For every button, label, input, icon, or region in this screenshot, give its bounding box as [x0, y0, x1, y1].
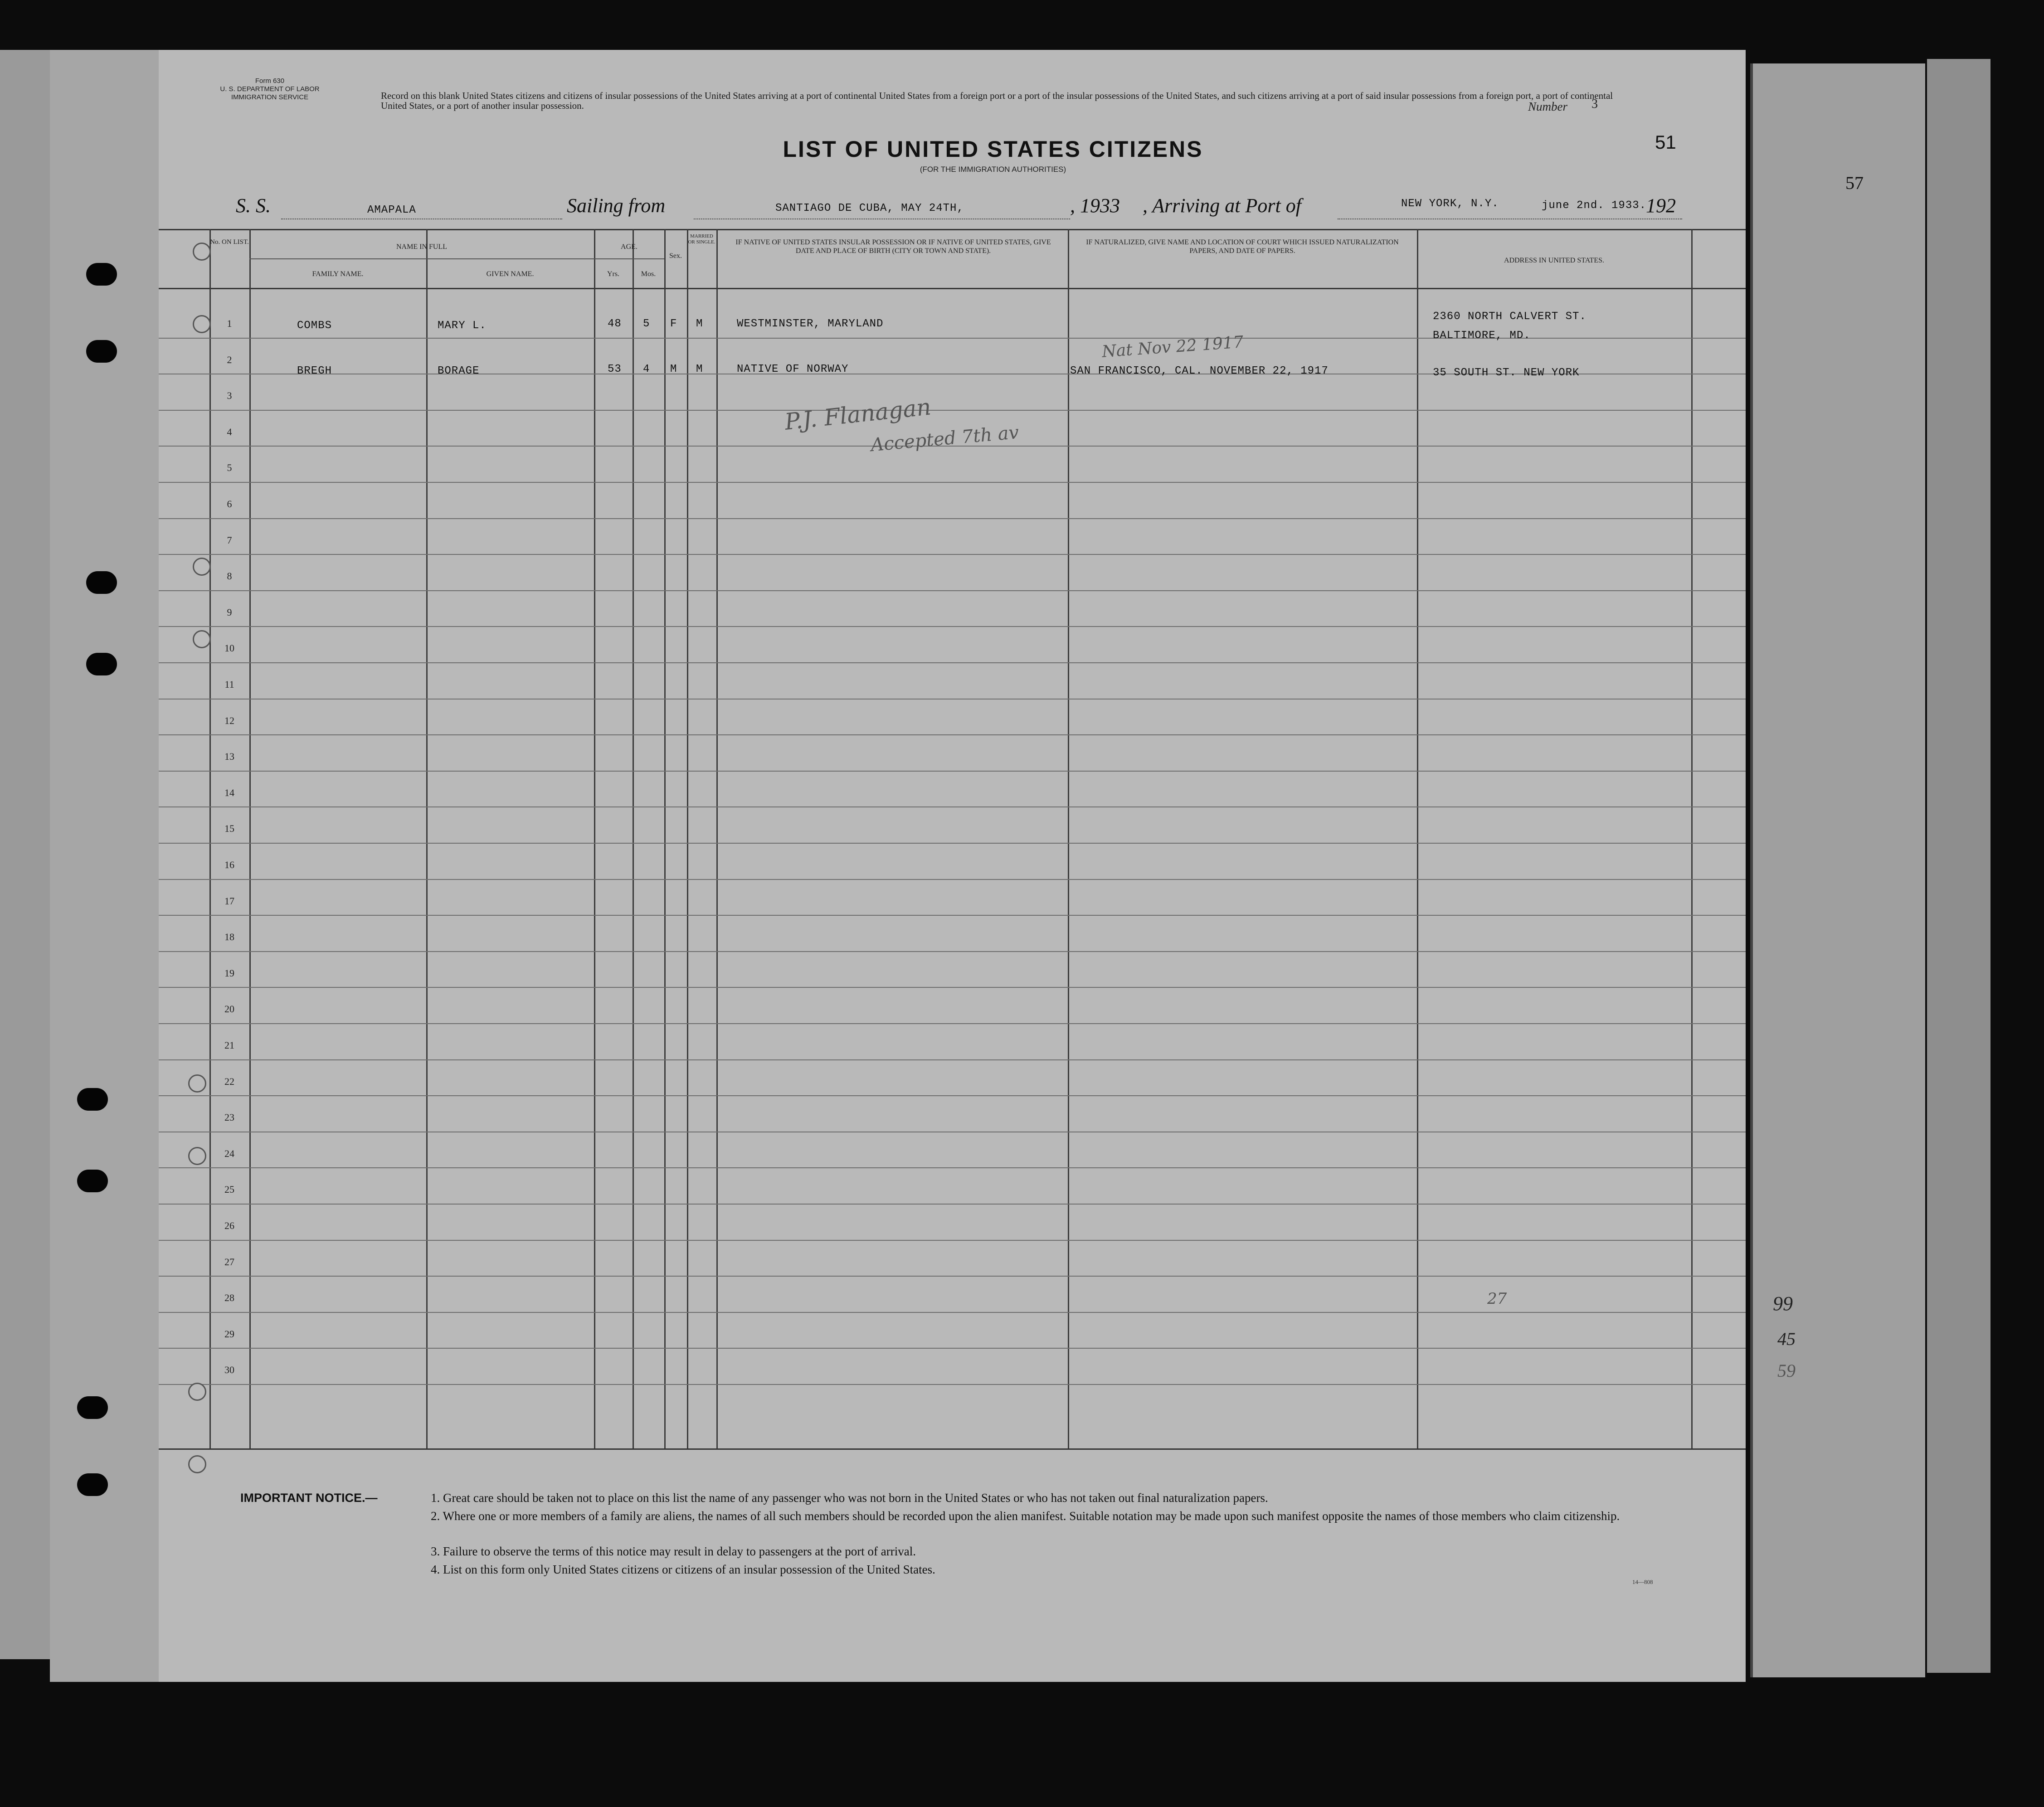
manifest-sheet — [159, 50, 1746, 1682]
notice-item: 1. Great care should be taken not to place on this list the name of any passenger who was not born in the United States or who has not taken out final naturalization papers. — [431, 1491, 1268, 1505]
row2-naturalization: SAN FRANCISCO, CAL. NOVEMBER 22, 1917 — [1070, 365, 1329, 377]
row-line — [159, 482, 1746, 483]
row-number: 10 — [224, 642, 234, 654]
form-code: 14—808 — [1632, 1579, 1653, 1585]
notice-item: 3. Failure to observe the terms of this notice may result in delay to passengers at the port of arrival. — [431, 1545, 916, 1558]
sailing-label: Sailing from — [567, 194, 666, 217]
row1-marital: M — [696, 318, 703, 330]
voyage-line — [236, 186, 1696, 227]
departure-port: SANTIAGO DE CUBA, MAY 24TH, — [775, 202, 964, 214]
row-line — [159, 554, 1746, 555]
row-line — [159, 771, 1746, 772]
row-number: 19 — [224, 967, 234, 979]
punch-hole — [188, 1455, 206, 1473]
row1-given: MARY L. — [438, 320, 487, 332]
row-line — [159, 879, 1746, 880]
adjacent-page-right — [1750, 63, 1925, 1677]
notice-heading: IMPORTANT NOTICE.— — [240, 1491, 378, 1505]
arriving-label: , Arriving at Port of — [1143, 194, 1301, 217]
row-line — [159, 1348, 1746, 1349]
row-line — [159, 1023, 1746, 1024]
arrival-port: NEW YORK, N.Y. — [1401, 198, 1499, 210]
row-number: 28 — [224, 1292, 234, 1304]
header-married: MARRIED OR SINGLE. — [688, 233, 715, 245]
row1-years: 48 — [608, 318, 622, 330]
row-line — [159, 518, 1746, 519]
row-number: 6 — [227, 498, 232, 510]
notice-item: 2. Where one or more members of a family are aliens, the names of all such members should be recorded upon the alien manifest. Suitable notation may be made upon such manifest opposite the names of those members who claim citizenship. — [431, 1509, 1620, 1523]
row1-months: 5 — [643, 318, 650, 330]
sailing-year: , 1933 — [1070, 194, 1120, 217]
row2-marital: M — [696, 363, 703, 375]
header-native: IF NATIVE OF UNITED STATES INSULAR POSSESSION OR IF NATIVE OF UNITED STATES, GIVE DATE AND PLACE OF BIRTH (CITY OR TOWN AND STATE). — [735, 238, 1051, 255]
binder-clip — [86, 263, 117, 286]
header-years: Yrs. — [607, 270, 620, 278]
row-number: 30 — [224, 1364, 234, 1376]
header-months: Mos. — [641, 270, 656, 278]
row-number: 9 — [227, 606, 232, 618]
header-name-in-full: NAME IN FULL — [396, 243, 447, 251]
row1-sex: F — [670, 318, 677, 330]
punch-hole — [188, 1074, 206, 1093]
row-line — [159, 590, 1746, 591]
row-number: 14 — [224, 787, 234, 798]
number-value: 3 — [1591, 97, 1598, 111]
row-number: 12 — [224, 714, 234, 726]
row-line — [159, 915, 1746, 916]
row2-sex: M — [670, 363, 677, 375]
header-no: No. ON LIST. — [210, 238, 249, 246]
notice-item: 4. List on this form only United States citizens or citizens of an insular possession of the United States. — [431, 1563, 935, 1576]
punch-hole — [193, 243, 211, 261]
adjacent-page-right-edge — [1927, 59, 1990, 1673]
row-number: 17 — [224, 895, 234, 907]
binder-clip — [86, 653, 117, 675]
header-given-name: GIVEN NAME. — [486, 270, 534, 278]
handwritten-signature-note: Accepted 7th av — [870, 422, 1020, 456]
row-number: 18 — [224, 931, 234, 943]
ss-label: S. S. — [236, 194, 271, 217]
row-line — [159, 626, 1746, 627]
margin-number: 99 — [1773, 1292, 1793, 1315]
row-number: 8 — [227, 570, 232, 582]
page-title: LIST OF UNITED STATES CITIZENS — [783, 136, 1203, 162]
row1-address-2: BALTIMORE, MD. — [1433, 330, 1531, 342]
row1-family: COMBS — [297, 320, 332, 332]
row-number: 21 — [224, 1040, 234, 1051]
row-number: 2 — [227, 354, 232, 365]
header-age: AGE. — [621, 243, 638, 251]
binder-clip — [77, 1473, 108, 1496]
row-line — [159, 734, 1746, 735]
row-line — [159, 662, 1746, 663]
binder-clip — [77, 1088, 108, 1111]
header-sex: Sex. — [669, 252, 682, 260]
row1-native: WESTMINSTER, MARYLAND — [737, 318, 884, 330]
row-line — [159, 951, 1746, 952]
handwritten-signature: P.J. Flanagan — [783, 393, 933, 435]
margin-number: 59 — [1777, 1360, 1796, 1381]
row-number: 7 — [227, 534, 232, 546]
binder-clip — [77, 1170, 108, 1192]
ship-name: AMAPALA — [367, 204, 416, 216]
citizens-table — [159, 229, 1746, 1448]
arrival-year: 192 — [1646, 194, 1676, 217]
header-naturalized: IF NATURALIZED, GIVE NAME AND LOCATION OF COURT WHICH ISSUED NATURALIZATION PAPERS, AND DATE OF PAPERS. — [1086, 238, 1399, 255]
row2-given: BORAGE — [438, 365, 480, 377]
row2-months: 4 — [643, 363, 650, 375]
handwritten-mark: 27 — [1487, 1290, 1507, 1308]
binder-clip — [77, 1396, 108, 1419]
form-number: Form 630 — [255, 77, 285, 85]
form-instructions: Record on this blank United States citizens and citizens of insular possessions of the United States arriving at a port of continental United States from a foreign port or a port of the insular possessions of the United States, and such citizens arriving at a port of said insular possessions from a foreign port, a port of continental United States, or a port of another insular possession. — [381, 90, 1613, 111]
row-number: 3 — [227, 390, 232, 402]
page-subtitle: (FOR THE IMMIGRATION AUTHORITIES) — [920, 165, 1066, 174]
department: U. S. DEPARTMENT OF LABOR — [220, 85, 320, 93]
row-line — [159, 1204, 1746, 1205]
form-header — [195, 77, 345, 102]
row-number: 4 — [227, 426, 232, 437]
row-number: 13 — [224, 751, 234, 763]
page-number: 51 — [1655, 131, 1676, 153]
binder-clip — [86, 340, 117, 363]
adjacent-page-left — [0, 50, 50, 1659]
row-number: 25 — [224, 1184, 234, 1195]
row2-address: 35 SOUTH ST. NEW YORK — [1433, 367, 1580, 379]
punch-hole — [188, 1147, 206, 1165]
header-family-name: FAMILY NAME. — [312, 270, 364, 278]
punch-hole — [193, 558, 211, 576]
row-number: 24 — [224, 1147, 234, 1159]
margin-number: 45 — [1777, 1329, 1796, 1349]
row-number: 15 — [224, 823, 234, 835]
row-number: 29 — [224, 1328, 234, 1340]
row-line — [159, 1312, 1746, 1313]
right-page-number: 57 — [1845, 173, 1864, 193]
row1-address-1: 2360 NORTH CALVERT ST. — [1433, 311, 1587, 323]
punch-hole — [188, 1383, 206, 1401]
row-number: 11 — [224, 679, 234, 690]
number-label: Number — [1528, 100, 1567, 113]
row-number: 16 — [224, 859, 234, 870]
row-line — [159, 1240, 1746, 1241]
row-line — [159, 987, 1746, 988]
header-address: ADDRESS IN UNITED STATES. — [1504, 257, 1604, 264]
row-line — [159, 1167, 1746, 1168]
row-number: 26 — [224, 1220, 234, 1231]
arrival-date: june 2nd. 1933. — [1542, 199, 1647, 212]
row-number: 1 — [227, 318, 232, 329]
row2-years: 53 — [608, 363, 622, 375]
adjacent-page-left-edge — [50, 50, 161, 1682]
row2-native: NATIVE OF NORWAY — [737, 363, 849, 375]
row-line — [159, 806, 1746, 807]
row-line — [159, 1059, 1746, 1060]
row-line — [159, 1276, 1746, 1277]
row-line — [159, 1095, 1746, 1096]
punch-hole — [193, 315, 211, 333]
row-line — [159, 410, 1746, 411]
row-line — [159, 1384, 1746, 1385]
binder-clip — [86, 571, 117, 594]
row-number: 22 — [224, 1075, 234, 1087]
row-line — [159, 843, 1746, 844]
row-number: 20 — [224, 1003, 234, 1015]
handwritten-naturalization-note: Nat Nov 22 1917 — [1101, 333, 1244, 361]
row-number: 23 — [224, 1112, 234, 1123]
row-number: 5 — [227, 462, 232, 474]
service: IMMIGRATION SERVICE — [231, 93, 309, 101]
row2-family: BREGH — [297, 365, 332, 377]
row-number: 27 — [224, 1256, 234, 1268]
punch-hole — [193, 630, 211, 648]
